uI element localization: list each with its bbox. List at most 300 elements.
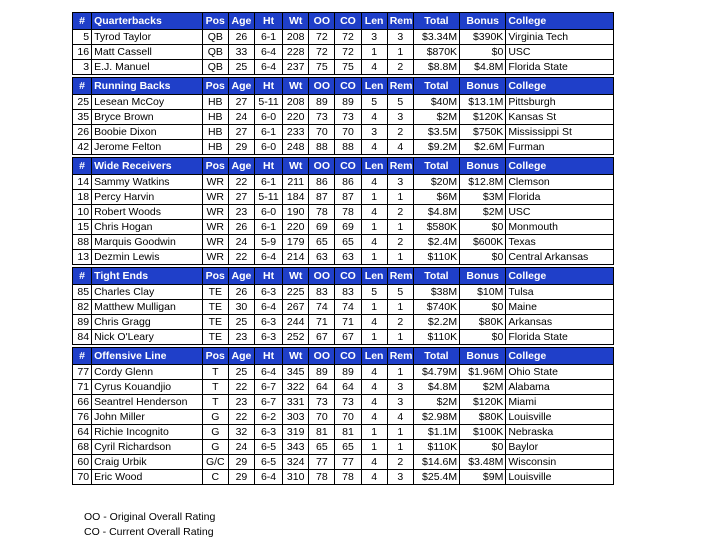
player-cell: 1 [361, 45, 387, 60]
section-table [72, 12, 614, 75]
player-cell: 6-1 [254, 125, 282, 140]
player-cell: Boobie Dixon [92, 125, 203, 140]
col-header-rem: Rem [387, 78, 413, 95]
player-row [73, 140, 614, 155]
player-cell: 75 [335, 60, 361, 75]
player-cell: 5 [387, 95, 413, 110]
player-cell: $100K [460, 425, 506, 440]
player-cell: 3 [387, 175, 413, 190]
player-cell: $0 [460, 45, 506, 60]
player-cell: 4 [361, 205, 387, 220]
col-header-number: # [73, 348, 92, 365]
player-cell: 22 [228, 250, 254, 265]
player-cell: 87 [309, 190, 335, 205]
col-header-total: Total [413, 78, 459, 95]
player-cell: HB [202, 125, 228, 140]
player-cell: 72 [309, 30, 335, 45]
player-cell: 63 [335, 250, 361, 265]
player-cell: 6-0 [254, 140, 282, 155]
player-cell: 1 [361, 300, 387, 315]
player-cell: 4 [361, 175, 387, 190]
player-cell: Pittsburgh [506, 95, 614, 110]
col-header-college: College [506, 78, 614, 95]
player-cell: 60 [73, 455, 92, 470]
player-cell: 5 [387, 285, 413, 300]
player-cell: 88 [73, 235, 92, 250]
player-cell: 83 [309, 285, 335, 300]
player-row [73, 470, 614, 485]
player-cell: $2.98M [413, 410, 459, 425]
player-cell: 6-4 [254, 45, 282, 60]
player-cell: 81 [335, 425, 361, 440]
player-cell: Maine [506, 300, 614, 315]
player-cell: 1 [387, 300, 413, 315]
player-cell: 322 [283, 380, 309, 395]
col-header-pos: Pos [202, 268, 228, 285]
player-cell: 324 [283, 455, 309, 470]
player-cell: $2M [460, 205, 506, 220]
col-header-total: Total [413, 348, 459, 365]
player-cell: Texas [506, 235, 614, 250]
player-cell: $120K [460, 110, 506, 125]
player-cell: 6-4 [254, 365, 282, 380]
player-cell: Chris Hogan [92, 220, 203, 235]
section-header-row [73, 13, 614, 30]
player-cell: 86 [335, 175, 361, 190]
player-row [73, 95, 614, 110]
player-cell: WR [202, 250, 228, 265]
player-cell: 6-3 [254, 330, 282, 345]
col-header-age: Age [228, 158, 254, 175]
player-cell: 22 [228, 410, 254, 425]
player-cell: WR [202, 175, 228, 190]
col-header-bonus: Bonus [460, 348, 506, 365]
player-row [73, 330, 614, 345]
player-cell: 3 [387, 470, 413, 485]
player-cell: 6-3 [254, 315, 282, 330]
col-header-rem: Rem [387, 268, 413, 285]
player-cell: 1 [387, 250, 413, 265]
col-header-ht: Ht [254, 348, 282, 365]
player-cell: Percy Harvin [92, 190, 203, 205]
player-row [73, 440, 614, 455]
player-cell: 78 [309, 205, 335, 220]
col-header-bonus: Bonus [460, 158, 506, 175]
player-cell: 6-3 [254, 285, 282, 300]
section-header-row [73, 348, 614, 365]
col-header-age: Age [228, 268, 254, 285]
player-cell: 85 [73, 285, 92, 300]
player-cell: 83 [335, 285, 361, 300]
player-cell: $3.34M [413, 30, 459, 45]
col-header-age: Age [228, 13, 254, 30]
player-cell: Cyrus Kouandjio [92, 380, 203, 395]
player-cell: G/C [202, 455, 228, 470]
player-cell: T [202, 395, 228, 410]
player-cell: Marquis Goodwin [92, 235, 203, 250]
col-header-pos: Pos [202, 348, 228, 365]
player-cell: QB [202, 60, 228, 75]
player-cell: 88 [309, 140, 335, 155]
player-cell: 89 [335, 95, 361, 110]
player-cell: 25 [73, 95, 92, 110]
col-header-college: College [506, 348, 614, 365]
player-cell: Mississippi St [506, 125, 614, 140]
player-cell: Matthew Mulligan [92, 300, 203, 315]
player-cell: 214 [283, 250, 309, 265]
player-row [73, 190, 614, 205]
player-cell: $110K [413, 440, 459, 455]
player-cell: $4.8M [460, 60, 506, 75]
player-cell: $1.1M [413, 425, 459, 440]
player-cell: 25 [228, 60, 254, 75]
col-header-rem: Rem [387, 13, 413, 30]
player-cell: 2 [387, 315, 413, 330]
player-cell: $9.2M [413, 140, 459, 155]
player-cell: HB [202, 95, 228, 110]
player-cell: 24 [228, 440, 254, 455]
player-cell: G [202, 440, 228, 455]
player-cell: 10 [73, 205, 92, 220]
player-cell: 225 [283, 285, 309, 300]
col-header-bonus: Bonus [460, 13, 506, 30]
player-row [73, 425, 614, 440]
player-cell: 71 [73, 380, 92, 395]
player-cell: 3 [387, 30, 413, 45]
col-header-co: CO [335, 158, 361, 175]
player-cell: 2 [387, 60, 413, 75]
player-cell: 6-4 [254, 470, 282, 485]
col-header-age: Age [228, 78, 254, 95]
player-cell: 72 [335, 45, 361, 60]
player-row [73, 455, 614, 470]
player-cell: Louisville [506, 470, 614, 485]
player-cell: Seantrel Henderson [92, 395, 203, 410]
player-cell: 1 [387, 440, 413, 455]
col-header-len: Len [361, 348, 387, 365]
col-header-pos: Pos [202, 158, 228, 175]
player-cell: 78 [335, 205, 361, 220]
player-cell: 35 [73, 110, 92, 125]
col-header-co: CO [335, 268, 361, 285]
player-cell: T [202, 365, 228, 380]
player-cell: USC [506, 45, 614, 60]
player-cell: 343 [283, 440, 309, 455]
player-cell: 4 [361, 140, 387, 155]
player-cell: 89 [73, 315, 92, 330]
col-header-len: Len [361, 268, 387, 285]
player-cell: 228 [283, 45, 309, 60]
player-cell: Florida State [506, 330, 614, 345]
player-cell: 208 [283, 95, 309, 110]
player-cell: 252 [283, 330, 309, 345]
player-cell: 74 [309, 300, 335, 315]
player-row [73, 410, 614, 425]
player-cell: 13 [73, 250, 92, 265]
player-cell: 6-7 [254, 395, 282, 410]
player-cell: 3 [387, 110, 413, 125]
player-cell: 3 [361, 125, 387, 140]
player-row [73, 300, 614, 315]
player-cell: 82 [73, 300, 92, 315]
player-cell: 5 [73, 30, 92, 45]
player-cell: Matt Cassell [92, 45, 203, 60]
player-cell: Nebraska [506, 425, 614, 440]
player-cell: $2.6M [460, 140, 506, 155]
player-cell: 6-2 [254, 410, 282, 425]
player-row [73, 250, 614, 265]
player-cell: 24 [228, 235, 254, 250]
section-table [72, 347, 614, 485]
col-header-rem: Rem [387, 348, 413, 365]
section-header-row [73, 78, 614, 95]
player-cell: 65 [309, 235, 335, 250]
player-cell: Louisville [506, 410, 614, 425]
player-cell: 6-0 [254, 110, 282, 125]
player-cell: 3 [387, 380, 413, 395]
player-cell: $4.8M [413, 380, 459, 395]
player-cell: 190 [283, 205, 309, 220]
player-cell: 78 [335, 470, 361, 485]
player-cell: 2 [387, 455, 413, 470]
col-header-number: # [73, 268, 92, 285]
col-header-len: Len [361, 158, 387, 175]
player-cell: $600K [460, 235, 506, 250]
player-cell: $0 [460, 440, 506, 455]
player-cell: 4 [361, 365, 387, 380]
player-cell: 23 [228, 330, 254, 345]
player-cell: $0 [460, 330, 506, 345]
player-cell: $14.6M [413, 455, 459, 470]
player-cell: $25.4M [413, 470, 459, 485]
player-cell: 4 [361, 60, 387, 75]
player-cell: 70 [73, 470, 92, 485]
player-cell: 81 [309, 425, 335, 440]
player-cell: $870K [413, 45, 459, 60]
player-cell: HB [202, 110, 228, 125]
player-cell: 29 [228, 455, 254, 470]
player-cell: 211 [283, 175, 309, 190]
col-header-co: CO [335, 78, 361, 95]
player-cell: Jerome Felton [92, 140, 203, 155]
col-header-wt: Wt [283, 13, 309, 30]
player-cell: 71 [309, 315, 335, 330]
player-row [73, 380, 614, 395]
player-cell: 72 [309, 45, 335, 60]
player-cell: 6-0 [254, 205, 282, 220]
player-cell: Chris Gragg [92, 315, 203, 330]
player-cell: $3M [460, 190, 506, 205]
player-cell: 73 [335, 110, 361, 125]
col-header-total: Total [413, 13, 459, 30]
col-header-ht: Ht [254, 13, 282, 30]
player-cell: $80K [460, 410, 506, 425]
player-cell: 89 [335, 365, 361, 380]
player-cell: 42 [73, 140, 92, 155]
player-cell: 1 [361, 190, 387, 205]
player-cell: $2M [413, 110, 459, 125]
player-cell: 23 [228, 205, 254, 220]
player-cell: 76 [73, 410, 92, 425]
player-cell: 5-11 [254, 190, 282, 205]
col-header-bonus: Bonus [460, 268, 506, 285]
player-cell: 89 [309, 365, 335, 380]
player-cell: $38M [413, 285, 459, 300]
player-cell: 6-1 [254, 175, 282, 190]
player-cell: $80K [460, 315, 506, 330]
player-cell: $2M [460, 380, 506, 395]
section-header-row [73, 158, 614, 175]
player-cell: $13.1M [460, 95, 506, 110]
player-cell: TE [202, 315, 228, 330]
player-cell: $6M [413, 190, 459, 205]
player-cell: 73 [309, 110, 335, 125]
player-cell: Charles Clay [92, 285, 203, 300]
col-header-len: Len [361, 78, 387, 95]
legend-oo: OO - Original Overall Rating [84, 511, 216, 523]
player-cell: 3 [73, 60, 92, 75]
player-cell: 30 [228, 300, 254, 315]
player-row [73, 365, 614, 380]
player-cell: 71 [335, 315, 361, 330]
player-cell: 22 [228, 175, 254, 190]
player-cell: G [202, 410, 228, 425]
col-header-ht: Ht [254, 158, 282, 175]
player-cell: 6-1 [254, 220, 282, 235]
section-title: Wide Receivers [92, 158, 203, 175]
player-cell: 4 [361, 380, 387, 395]
player-cell: 3 [361, 30, 387, 45]
player-cell: Baylor [506, 440, 614, 455]
player-cell: 1 [361, 220, 387, 235]
player-cell: 6-4 [254, 60, 282, 75]
section-title: Running Backs [92, 78, 203, 95]
player-cell: 86 [309, 175, 335, 190]
section-title: Offensive Line [92, 348, 203, 365]
player-cell: 6-1 [254, 30, 282, 45]
player-cell: 65 [335, 235, 361, 250]
col-header-college: College [506, 158, 614, 175]
player-cell: 2 [387, 235, 413, 250]
player-cell: $2.2M [413, 315, 459, 330]
player-cell: 4 [361, 470, 387, 485]
player-cell: 69 [309, 220, 335, 235]
player-cell: $2M [413, 395, 459, 410]
player-cell: 6-3 [254, 425, 282, 440]
col-header-oo: OO [309, 348, 335, 365]
player-cell: 70 [309, 125, 335, 140]
section-title: Tight Ends [92, 268, 203, 285]
col-header-bonus: Bonus [460, 78, 506, 95]
player-cell: 89 [309, 95, 335, 110]
player-cell: 319 [283, 425, 309, 440]
player-cell: 68 [73, 440, 92, 455]
player-cell: 2 [387, 125, 413, 140]
player-cell: Florida [506, 190, 614, 205]
player-cell: $390K [460, 30, 506, 45]
player-cell: 65 [335, 440, 361, 455]
player-cell: Virginia Tech [506, 30, 614, 45]
player-cell: Lesean McCoy [92, 95, 203, 110]
player-cell: 70 [335, 410, 361, 425]
col-header-co: CO [335, 13, 361, 30]
player-cell: $580K [413, 220, 459, 235]
player-cell: 16 [73, 45, 92, 60]
player-cell: 65 [309, 440, 335, 455]
player-cell: 27 [228, 190, 254, 205]
section-table [72, 157, 614, 265]
player-cell: 4 [361, 235, 387, 250]
player-cell: 24 [228, 110, 254, 125]
player-cell: Richie Incognito [92, 425, 203, 440]
player-cell: 237 [283, 60, 309, 75]
player-cell: Cordy Glenn [92, 365, 203, 380]
player-cell: 267 [283, 300, 309, 315]
player-cell: 32 [228, 425, 254, 440]
player-cell: 303 [283, 410, 309, 425]
player-cell: TE [202, 330, 228, 345]
player-cell: $740K [413, 300, 459, 315]
player-cell: 88 [335, 140, 361, 155]
player-cell: $750K [460, 125, 506, 140]
player-cell: 66 [73, 395, 92, 410]
player-cell: 26 [73, 125, 92, 140]
player-cell: $0 [460, 220, 506, 235]
player-cell: 4 [387, 410, 413, 425]
player-cell: Tulsa [506, 285, 614, 300]
player-cell: 25 [228, 315, 254, 330]
col-header-ht: Ht [254, 78, 282, 95]
player-cell: 73 [335, 395, 361, 410]
col-header-pos: Pos [202, 78, 228, 95]
col-header-wt: Wt [283, 78, 309, 95]
player-cell: 248 [283, 140, 309, 155]
player-cell: 78 [309, 470, 335, 485]
player-cell: 5-11 [254, 95, 282, 110]
col-header-oo: OO [309, 158, 335, 175]
player-cell: Eric Wood [92, 470, 203, 485]
player-cell: $4.8M [413, 205, 459, 220]
player-cell: $120K [460, 395, 506, 410]
player-cell: 72 [335, 30, 361, 45]
player-cell: WR [202, 235, 228, 250]
player-cell: Craig Urbik [92, 455, 203, 470]
player-cell: 25 [228, 365, 254, 380]
col-header-age: Age [228, 348, 254, 365]
player-cell: 18 [73, 190, 92, 205]
player-cell: 77 [309, 455, 335, 470]
player-cell: Robert Woods [92, 205, 203, 220]
player-cell: 29 [228, 140, 254, 155]
col-header-oo: OO [309, 78, 335, 95]
col-header-oo: OO [309, 268, 335, 285]
player-cell: $110K [413, 250, 459, 265]
player-cell: TE [202, 300, 228, 315]
player-cell: $40M [413, 95, 459, 110]
player-cell: WR [202, 220, 228, 235]
player-cell: 75 [309, 60, 335, 75]
player-row [73, 205, 614, 220]
section-header-row [73, 268, 614, 285]
section-table [72, 77, 614, 155]
player-cell: Arkansas [506, 315, 614, 330]
player-cell: John Miller [92, 410, 203, 425]
player-cell: 331 [283, 395, 309, 410]
player-cell: $10M [460, 285, 506, 300]
player-cell: 67 [309, 330, 335, 345]
col-header-ht: Ht [254, 268, 282, 285]
player-cell: 6-4 [254, 250, 282, 265]
